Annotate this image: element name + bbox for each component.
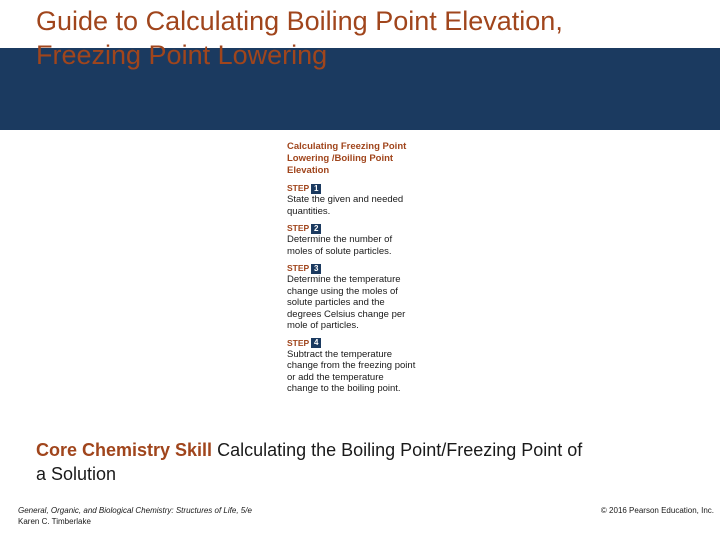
step-1-word: STEP [287, 183, 310, 193]
slide-title-line-1: Guide to Calculating Boiling Point Elevation, [36, 6, 563, 36]
step-3-line-2: change using the moles of [287, 285, 398, 297]
step-1-label [287, 183, 437, 194]
guide-box [287, 141, 437, 395]
footer-author: Karen C. Timberlake [18, 517, 91, 526]
step-2-text [287, 234, 437, 257]
step-4-line-3: or add the temperature [287, 371, 384, 383]
footer-copyright: © 2016 Pearson Education, Inc. [600, 506, 714, 515]
step-3-line-4: degrees Celsius change per [287, 308, 406, 320]
step-3-label [287, 263, 437, 274]
step-2-word: STEP [287, 223, 310, 233]
core-skill-caption [36, 438, 716, 486]
slide-title-line-2: Freezing Point Lowering [36, 40, 328, 70]
footer-book-title: General, Organic, and Biological Chemistry: Structures of Life, [18, 506, 239, 515]
step-2-line-1: Determine the number of [287, 234, 393, 245]
step-4-label [287, 338, 437, 349]
guide-title-line-3: Elevation [287, 165, 330, 176]
step-2-line-2: moles of solute particles. [287, 245, 392, 257]
step-3-line-3: solute particles and the [287, 297, 385, 308]
step-3-line-5: mole of particles. [287, 320, 359, 331]
step-3-line-1: Determine the temperature [287, 274, 401, 285]
step-1-number: 1 [311, 184, 321, 194]
step-4-text [287, 349, 437, 395]
guide-title-line-1: Calculating Freezing Point [287, 141, 407, 152]
step-4-number: 4 [311, 338, 321, 348]
slide-title [36, 4, 716, 72]
guide-title [287, 141, 437, 177]
step-4-word: STEP [287, 337, 310, 348]
step-4-line-4: change to the boiling point. [287, 383, 401, 394]
guide-title-line-2: Lowering /Boiling Point [287, 153, 394, 164]
step-3-number: 3 [311, 264, 321, 274]
step-3-word: STEP [287, 263, 310, 273]
footer-edition: 5/e [238, 506, 252, 515]
core-skill-text-line-2: a Solution [36, 464, 117, 484]
step-2-label [287, 223, 437, 234]
step-2-number: 2 [311, 224, 321, 234]
step-1-text [287, 194, 437, 217]
step-1-line-2: quantities. [287, 205, 331, 217]
core-skill-name: Core Chemistry Skill [36, 440, 213, 460]
step-4-line-2: change from the freezing point [287, 360, 416, 371]
step-4-line-1: Subtract the temperature [287, 348, 393, 360]
step-1-line-1: State the given and needed [287, 194, 404, 205]
footer-citation [18, 505, 252, 527]
core-skill-text: Calculating the Boiling Point/Freezing Point of [212, 440, 583, 460]
step-3-text [287, 274, 437, 332]
